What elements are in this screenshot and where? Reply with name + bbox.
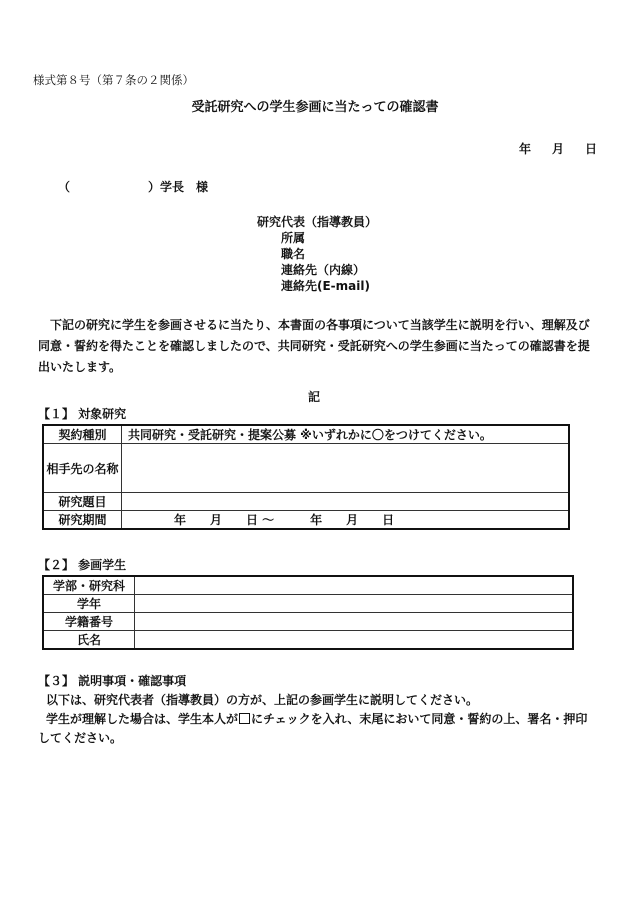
affiliation-label: 所属 — [281, 231, 306, 245]
form-number: 様式第８号（第７条の２関係） — [33, 73, 194, 87]
name-field[interactable] — [135, 631, 574, 650]
representative-heading: 研究代表（指導教員） — [257, 215, 378, 229]
intro-paragraph — [38, 315, 594, 378]
position-label: 職名 — [281, 247, 306, 261]
document-title: 受託研究への学生参画に当たっての確認書 — [191, 100, 439, 115]
addressee-open: （ — [58, 180, 71, 194]
research-title-field[interactable] — [122, 493, 570, 511]
table-row — [43, 493, 569, 511]
explanation-line2-before: 学生が理解した場合は、学生本人が — [46, 712, 239, 726]
contract-type-label: 契約種別 — [43, 425, 122, 444]
section1-heading: 【１】 対象研究 — [38, 407, 127, 421]
date-year: 年 — [519, 142, 532, 156]
student-id-field[interactable] — [135, 613, 574, 631]
intro-text: 下記の研究に学生を参画させるに当たり、本書面の各事項について当該学生に説明を行い、理解及び同意・誓約を得たことを確認しましたので、共同研究・受託研究への学生参画に当たっての確認書を提出いたします。 — [38, 318, 590, 374]
checkbox-icon — [239, 713, 250, 724]
section3-heading: 【３】 説明事項・確認事項 — [38, 674, 187, 688]
grade-field[interactable] — [135, 595, 574, 613]
name-label: 氏名 — [43, 631, 135, 650]
date-line — [519, 140, 597, 157]
addressee-close: ） — [148, 180, 161, 194]
explanation-block — [38, 691, 598, 748]
table-row — [43, 595, 573, 613]
target-research-table — [42, 424, 570, 530]
addressee-suffix: 学長 様 — [160, 180, 209, 194]
representative-block — [257, 214, 377, 294]
partner-name-field[interactable] — [122, 444, 570, 493]
faculty-label: 学部・研究科 — [43, 576, 135, 595]
research-title-label: 研究題目 — [43, 493, 122, 511]
addressee — [58, 178, 208, 195]
research-period-label: 研究期間 — [43, 511, 122, 530]
table-row — [43, 613, 573, 631]
partner-name-label: 相手先の名称 — [43, 444, 122, 493]
contact-ext-label: 連絡先（内線） — [281, 263, 366, 277]
explanation-line2-after: にチェックを入れ、末尾において同意・誓約の上、署名・押印してください。 — [38, 712, 588, 745]
table-row — [43, 444, 569, 493]
table-row — [43, 425, 569, 444]
faculty-field[interactable] — [135, 576, 574, 595]
date-day: 日 — [585, 142, 598, 156]
table-row — [43, 511, 569, 530]
section2-heading: 【２】 参画学生 — [38, 558, 127, 572]
student-id-label: 学籍番号 — [43, 613, 135, 631]
table-row — [43, 631, 573, 650]
contract-type-value[interactable]: 共同研究・受託研究・提案公募 ※いずれかに〇をつけてください。 — [122, 425, 570, 444]
explanation-line2 — [38, 710, 598, 748]
student-table — [42, 575, 574, 650]
date-month: 月 — [552, 142, 565, 156]
ki-heading: 記 — [308, 390, 321, 404]
grade-label: 学年 — [43, 595, 135, 613]
table-row — [43, 576, 573, 595]
contact-email-label: 連絡先(E-mail) — [281, 279, 370, 293]
explanation-line1: 以下は、研究代表者（指導教員）の方が、上記の参画学生に説明してください。 — [46, 693, 479, 707]
research-period-field[interactable]: 年 月 日 ～ 年 月 日 — [122, 511, 570, 530]
